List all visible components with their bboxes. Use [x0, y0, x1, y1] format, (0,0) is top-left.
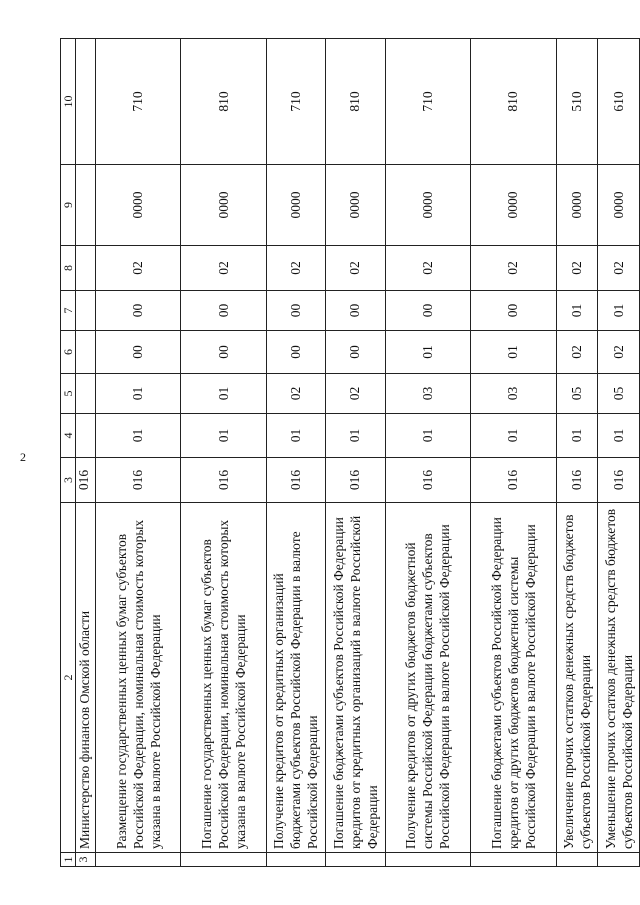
code-cell-c4: 01	[326, 414, 385, 458]
code-cell-c4: 01	[598, 414, 640, 458]
code-cell-c5: 01	[95, 374, 180, 414]
code-cell-c7: 00	[266, 291, 325, 331]
code-cell-c5: 05	[556, 374, 598, 414]
row-name-cell: Погашение бюджетами субъектов Российской Федерации кредитов от других бюджетов бюджетной системы Российской Федерации в валюте Российской Федерации	[471, 503, 556, 853]
header-cell: 10	[61, 39, 76, 165]
code-cell-c10: 510	[556, 39, 598, 165]
code-cell-c4: 01	[385, 414, 470, 458]
header-cell: 3	[61, 458, 76, 503]
code-cell-c3: 016	[385, 458, 470, 503]
row-index-cell	[385, 853, 470, 867]
code-cell-c5: 05	[598, 374, 640, 414]
row-index-cell	[471, 853, 556, 867]
code-cell-c6: 02	[598, 331, 640, 374]
row-name-cell: Уменьшение прочих остатков денежных средств бюджетов субъектов Российской Федерации	[598, 503, 640, 853]
code-cell-c7: 00	[95, 291, 180, 331]
row-index-cell	[326, 853, 385, 867]
code-cell-c8: 02	[385, 246, 470, 291]
code-cell-c3: 016	[598, 458, 640, 503]
code-cell-c10: 610	[598, 39, 640, 165]
code-cell-c8: 02	[556, 246, 598, 291]
row-name-cell: Погашение бюджетами субъектов Российской Федерации кредитов от кредитных организаций в валюте Российской Федерации	[326, 503, 385, 853]
code-cell-c9: 0000	[181, 165, 266, 246]
code-cell-c10: 710	[95, 39, 180, 165]
code-cell-c10: 710	[266, 39, 325, 165]
code-cell-c6: 00	[95, 331, 180, 374]
code-cell-c10: 810	[326, 39, 385, 165]
code-cell-c7: 00	[471, 291, 556, 331]
code-cell-c8: 02	[266, 246, 325, 291]
code-cell-c5: 03	[471, 374, 556, 414]
code-cell-c6: 02	[556, 331, 598, 374]
code-cell-c7: 00	[385, 291, 470, 331]
row-index-cell	[556, 853, 598, 867]
ministry-code: 016	[76, 458, 96, 503]
budget-sources-table	[60, 38, 640, 867]
rotated-table-container	[60, 39, 640, 867]
page-number: 2	[20, 450, 26, 464]
code-cell-c6: 00	[181, 331, 266, 374]
table-row	[95, 39, 180, 867]
code-cell-c10: 810	[471, 39, 556, 165]
code-cell-c4: 01	[266, 414, 325, 458]
code-cell-c7: 00	[181, 291, 266, 331]
code-cell-c9: 0000	[556, 165, 598, 246]
code-cell-c6: 01	[385, 331, 470, 374]
row-name-cell: Получение кредитов от других бюджетов бюджетной системы Российской Федерации бюджетами субъектов Российской Федерации в валюте Российской Федерации	[385, 503, 470, 853]
ministry-row	[76, 39, 96, 867]
code-cell-c8: 02	[95, 246, 180, 291]
code-cell-c5: 02	[326, 374, 385, 414]
ministry-number: 3	[76, 853, 96, 867]
header-cell: 9	[61, 165, 76, 246]
row-name-cell: Увеличение прочих остатков денежных средств бюджетов субъектов Российской Федерации	[556, 503, 598, 853]
table-row	[266, 39, 325, 867]
table-row	[385, 39, 470, 867]
row-index-cell	[598, 853, 640, 867]
code-cell-c10: 810	[181, 39, 266, 165]
code-cell-c7: 01	[556, 291, 598, 331]
code-cell-c3: 016	[266, 458, 325, 503]
row-name-cell: Получение кредитов от кредитных организаций бюджетами субъектов Российской Федерации в валюте Российской Федерации	[266, 503, 325, 853]
code-cell-c8: 02	[471, 246, 556, 291]
header-cell: 4	[61, 414, 76, 458]
row-name-cell: Размещение государственных ценных бумаг субъектов Российской Федерации, номинальная стоимость которых указана в валюте Российской Федерации	[95, 503, 180, 853]
code-cell-c8: 02	[181, 246, 266, 291]
code-cell-c7: 01	[598, 291, 640, 331]
code-cell-c9: 0000	[385, 165, 470, 246]
code-cell-c3: 016	[181, 458, 266, 503]
code-cell-c7: 00	[326, 291, 385, 331]
code-cell-c4: 01	[471, 414, 556, 458]
header-cell: 2	[61, 503, 76, 853]
code-cell-c9: 0000	[266, 165, 325, 246]
table-row	[326, 39, 385, 867]
header-cell: 8	[61, 246, 76, 291]
header-cell: 7	[61, 291, 76, 331]
header-cell: 1	[61, 853, 76, 867]
row-index-cell	[95, 853, 180, 867]
code-cell-c4: 01	[556, 414, 598, 458]
table-row	[471, 39, 556, 867]
code-cell-c6: 00	[326, 331, 385, 374]
code-cell-c3: 016	[326, 458, 385, 503]
header-cell: 5	[61, 374, 76, 414]
header-row	[61, 39, 76, 867]
code-cell-c4: 01	[95, 414, 180, 458]
code-cell-c8: 02	[598, 246, 640, 291]
code-cell-c8: 02	[326, 246, 385, 291]
ministry-name: Министерство финансов Омской области	[76, 503, 96, 853]
code-cell-c9: 0000	[326, 165, 385, 246]
row-name-cell: Погашение государственных ценных бумаг субъектов Российской Федерации, номинальная стоимость которых указана в валюте Российской Федерации	[181, 503, 266, 853]
table-row	[598, 39, 640, 867]
code-cell-c3: 016	[556, 458, 598, 503]
row-index-cell	[266, 853, 325, 867]
table-row	[181, 39, 266, 867]
code-cell-c4: 01	[181, 414, 266, 458]
row-index-cell	[181, 853, 266, 867]
table-row	[556, 39, 598, 867]
code-cell-c9: 0000	[471, 165, 556, 246]
code-cell-c6: 00	[266, 331, 325, 374]
code-cell-c5: 03	[385, 374, 470, 414]
code-cell-c3: 016	[95, 458, 180, 503]
header-cell: 6	[61, 331, 76, 374]
code-cell-c10: 710	[385, 39, 470, 165]
code-cell-c3: 016	[471, 458, 556, 503]
code-cell-c9: 0000	[598, 165, 640, 246]
code-cell-c9: 0000	[95, 165, 180, 246]
code-cell-c5: 02	[266, 374, 325, 414]
code-cell-c6: 01	[471, 331, 556, 374]
code-cell-c5: 01	[181, 374, 266, 414]
